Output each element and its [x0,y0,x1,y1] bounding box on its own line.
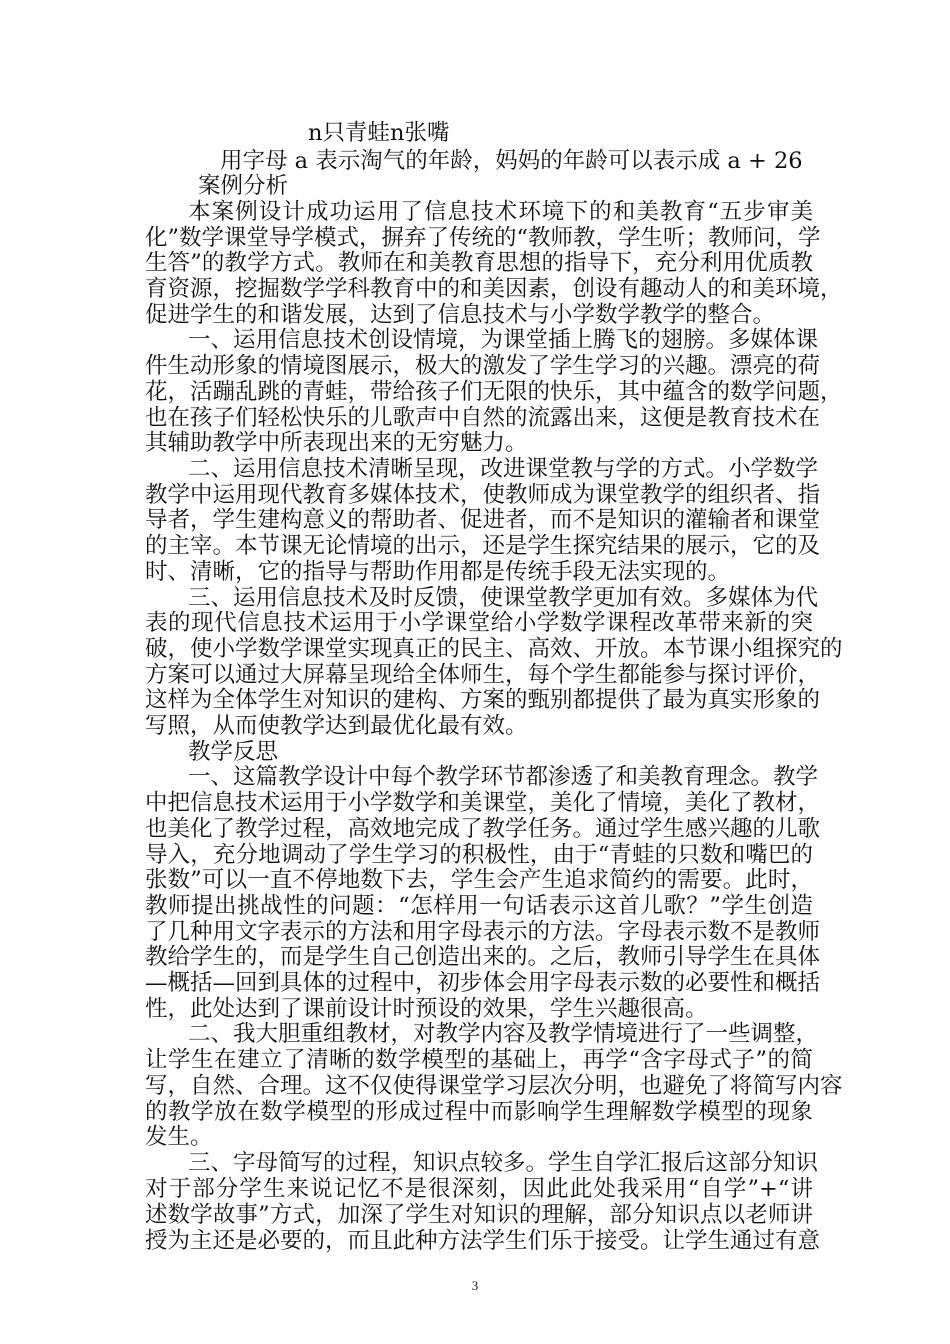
case-paragraph-line: 育资源，挖掘数学学科教育中的和美因素，创设有趣动人的和美环境， [145,276,843,303]
reflection-3-line: 对于部分学生来说记忆不是很深刻，因此此处我采用“自学”+“讲 [145,1176,813,1202]
point-2-line: 的主宰。本节课无论情境的出示，还是学生探究结果的展示，它的及 [145,533,821,560]
reflection-1-line: 教给学生的，而是学生自己创造出来的。之后，教师引导学生在具体 [145,944,821,971]
point-3-line: 方案可以通过大屏幕呈现给全体师生，每个学生都能参与探讨评价， [145,661,821,688]
point-3-line: 三、运用信息技术及时反馈，使课堂教学更加有效。多媒体为代 [188,584,819,611]
case-paragraph-line: 本案例设计成功运用了信息技术环境下的和美教育“五步审美 [188,198,813,225]
reflection-2-line: 发生。 [145,1124,213,1151]
reflection-3-line: 三、字母简写的过程，知识点较多。学生自学汇报后这部分知识 [188,1150,819,1176]
reflection-1-line: 一、这篇教学设计中每个教学环节都渗透了和美教育理念。教学 [188,764,819,791]
point-2-line: 导者，学生建构意义的帮助者、促进者，而不是知识的灌输者和课堂 [145,507,821,534]
reflection-1-line: 性，此处达到了课前设计时预设的效果，学生兴趣很高。 [145,995,708,1022]
header-line-2: 用字母 a 表示淘气的年龄，妈妈的年龄可以表示成 a + 26 [220,147,803,174]
point-1-line: 也在孩子们轻松快乐的儿歌声中自然的流露出来，这便是教育技术在 [145,404,821,431]
point-2-line: 教学中运用现代教育多媒体技术，使教师成为课堂教学的组织者、指 [145,481,821,508]
reflection-2-line: 让学生在建立了清晰的数学模型的基础上，再学“含字母式子”的简 [145,1047,813,1074]
case-paragraph-line: 促进学生的和谐发展，达到了信息技术与小学数学教学的整合。 [145,301,776,328]
reflection-1-line: 了几种用文字表示的方法和用字母表示的方法。字母表示数不是教师 [145,918,821,945]
point-1-line: 件生动形象的情境图展示，极大的激发了学生学习的兴趣。漂亮的荷 [145,353,821,380]
point-3-line: 表的现代信息技术运用于小学课堂给小学数学课程改革带来新的突 [145,610,813,637]
point-2-line: 二、运用信息技术清晰呈现，改进课堂教与学的方式。小学数学 [188,455,819,482]
reflection-1-line: 也美化了教学过程，高效地完成了教学任务。通过学生感兴趣的儿歌 [145,815,821,842]
reflection-2-line: 的教学放在数学模型的形成过程中而影响学生理解数学模型的现象 [145,1098,813,1125]
reflection-3-line: 授为主还是必要的，而且此种方法学生们乐于接受。让学生通过有意 [145,1228,821,1254]
point-3-line: 写照，从而使教学达到最优化最有效。 [145,713,528,740]
reflection-2-line: 写，自然、合理。这不仅使得课堂学习层次分明，也避免了将简写内容 [145,1072,843,1099]
reflection-3-line: 述数学故事”方式，加深了学生对知识的理解，部分知识点以老师讲 [145,1202,813,1228]
case-paragraph-line: 化”数学课堂导学模式，摒弃了传统的“教师教，学生听；教师问，学 [145,224,821,251]
section-title-reflection: 教学反思 [188,738,279,765]
point-3-line: 破，使小学数学课堂实现真正的民主、高效、开放。本节课小组探究的 [145,635,843,662]
point-2-line: 时、清晰，它的指导与帮助作用都是传统手段无法实现的。 [145,558,731,585]
section-title-case-analysis: 案例分析 [198,173,289,200]
case-paragraph-line: 生答”的教学方式。教师在和美教育思想的指导下，充分利用优质教 [145,250,813,277]
point-1-line: 其辅助教学中所表现出来的无穷魅力。 [145,430,528,457]
page-number: 3 [471,1278,479,1293]
header-line-1: n只青蛙n张嘴 [308,120,450,146]
point-1-line: 花，活蹦乱跳的青蛙，带给孩子们无限的快乐，其中蕴含的数学问题， [145,378,843,405]
point-3-line: 这样为全体学生对知识的建构、方案的甄别都提供了最为真实形象的 [145,687,821,714]
reflection-1-line: 张数”可以一直不停地数下去，学生会产生追求简约的需要。此时， [145,867,813,894]
reflection-2-line: 二、我大胆重组教材，对教学内容及教学情境进行了一些调整， [188,1021,819,1048]
reflection-1-line: 中把信息技术运用于小学数学和美课堂，美化了情境，美化了教材， [145,790,821,817]
point-1-line: 一、运用信息技术创设情境，为课堂插上腾飞的翅膀。多媒体课 [188,327,819,354]
reflection-1-line: 导入，充分地调动了学生学习的积极性，由于“青蛙的只数和嘴巴的 [145,841,813,868]
reflection-1-line: 教师提出挑战性的问题：“怎样用一句话表示这首儿歌？”学生创造 [145,892,813,919]
reflection-1-line: —概括—回到具体的过程中，初步体会用字母表示数的必要性和概括 [145,970,821,997]
